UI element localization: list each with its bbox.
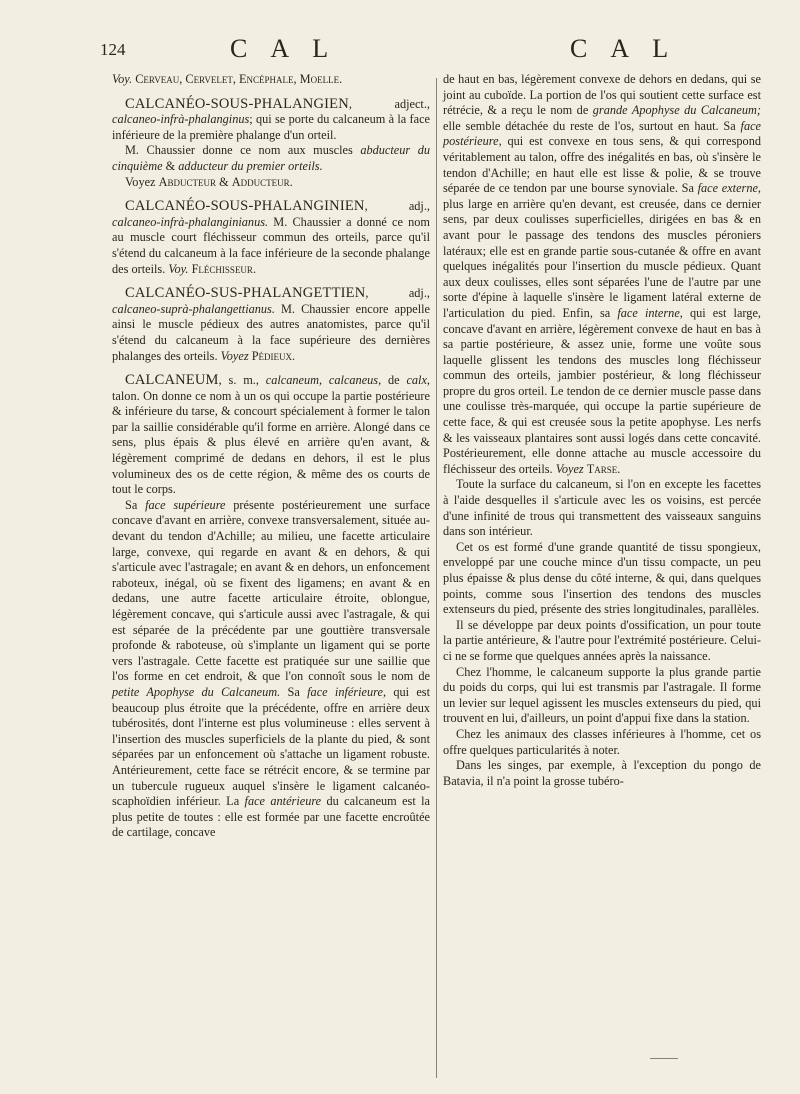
entry-calcaneo-sous-phalanginien: CALCANÉO-SOUS-PHALANGINIEN, adj., calcaneo-infrà-phalanginianus. M. Chaussier a donné ce nom au muscle court fléchisseur commun des orteils, parce qu'il s'étend du calcaneum à la face inférieure de la seconde phalange des orteils. Voy. Fléchisseur. <box>112 198 430 276</box>
paragraph: Il se développe par deux points d'ossification, un pour toute la partie antérieure, & l'autre pour l'extrémité postérieure. Celui-ci ne se forme que quelques années après la naissance. <box>443 617 761 663</box>
paragraph: de haut en bas, légèrement convexe de dehors en dedans, qui se joint au cuboïde. La portion de l'os qui soutient cette surface est rétrécie, & a reçu le nom de grande Apophyse du Calcaneum; elle semble détachée du reste de l'os, surtout en haut. Sa face postérieure, qui est convexe en tous sens, & qui correspond véritablement au talon, offre des inégalités en bas, où s'insère le tendon d'Achille; en haut elle est lisse & polie, & se trouve séparée de ce tendon par une bourse synoviale. Sa face externe, plus large en arrière qu'en devant, est creusée, dans ce dernier sens, par deux coulisses superficielles, dirigées en bas & en avant pour le passage des tendons des muscles péroniers latéraux; elle est en grande partie sous-cutanée & offre en avant quelques inégalités pour l'insertion du muscle pédieux. Quant aux deux coulisses, elles sont séparées l'une de l'autre par une sorte d'épine à laquelle s'insère le ligament latéral externe de l'articulation du pied. Enfin, sa face interne, qui est large, concave d'avant en arrière, légèrement convexe de haut en bas à sa partie postérieure, & assez unie, forme une voûte sous laquelle glissent les tendons des muscles long fléchisseur commun des orteils, jambier postérieur, & long fléchisseur propre du gros orteil. Le tendon de ce dernier muscle passe dans une coulisse très-marquée, qui occupe la partie supérieure de cette face, & qui est creusée sous la petite apophyse. Les nerfs & les vaisseaux plantaires sont aussi logés dans cette concavité. Postérieurement, elle donne attache au muscle accessoire du fléchisseur des orteils. Voyez Tarse. <box>443 72 762 476</box>
page-header <box>100 34 740 74</box>
paragraph: Dans les singes, par exemple, à l'exception du pongo de Batavia, il n'a point la grosse tubéro- <box>443 758 761 788</box>
entry-calcaneum: CALCANEUM, s. m., calcaneum, calcaneus, de calx, talon. On donne ce nom à un os qui occupe la partie postérieure & inférieure du tarse, & concourt spécialement à former le talon par la saillie considérable qu'il forme en arrière. Alongé dans ce sens, plus épais & plus élevé en arrière qu'en avant, & légèrement comprimé de dedans en dehors, il est le plus volumineux des os de cette région, & même des os courts de tout le corps. <box>112 372 430 497</box>
running-head-left: C A L <box>230 34 338 63</box>
paragraph: Cet os est formé d'une grande quantité de tissu spongieux, enveloppé par une couche mince d'un tissu compacte, un peu plus épaisse & plus dense du côté interne, & qui, dans quelques points, comme sous l'insertion des tendons des muscles extenseurs du pied, présente des stries longitudinales, parallèles. <box>443 539 761 617</box>
entry-calcaneo-sous-phalangien: CALCANÉO-SOUS-PHALANGIEN, adject., calcaneo-infrà-phalanginus; qui se porte du calcaneum à la face inférieure de la première phalange d'un orteil. <box>112 95 430 142</box>
headword: CALCANÉO-SOUS-PHALANGIEN <box>125 95 349 112</box>
paragraph: M. Chaussier donne ce nom aux muscles abducteur du cinquième & adducteur du premier orteils. <box>112 143 431 173</box>
ornament-rule <box>650 1058 678 1059</box>
paragraph: Voyez Abducteur & Adducteur. <box>125 174 293 189</box>
headword: CALCANÉO-SUS-PHALANGETTIEN <box>125 285 366 302</box>
column-divider <box>436 78 437 1078</box>
running-head-right: C A L <box>570 34 678 63</box>
right-column <box>443 72 761 789</box>
page-number: 124 <box>100 40 126 59</box>
entry-calcaneo-sus-phalangettien: CALCANÉO-SUS-PHALANGETTIEN, adj., calcaneo-suprà-phalangettianus. M. Chaussier encore appelle ainsi le muscle pédieux des autres anatomistes, parce qu'il s'étend du calcaneum à la face supérieure des dernières phalanges des orteils. Voyez Pédieux. <box>112 285 430 363</box>
paragraph: Chez l'homme, le calcaneum supporte la plus grande partie du poids du corps, qui lui est transmis par l'astragale. Il forme un levier sur lequel agissent les muscles extenseurs du pied, qui trouvent en lui, d'ailleurs, un point d'appui fixe dans la station. <box>443 664 761 726</box>
paragraph: Sa face supérieure présente postérieurement une surface concave d'avant en arrière, convexe transversalement, située au-devant du tendon d'Achille; au milieu, une facette articulaire large, convexe, qui regarde en avant & en dehors, & qui s'articule avec l'astragale; en avant & en dehors, un enfoncement raboteux, inégal, où se fixent des ligamens; en avant & en dedans, une autre facette articulaire étroite, oblongue, légèrement concave, qui s'articule aussi avec l'astragale, & qui est séparée de la précédente par une gouttière transversale profonde & raboteuse, où s'implante un ligament qui se porte vers l'astragale. Cette facette est pratiquée sur une saillie que l'os forme en cet endroit, & que l'on connoît sous le nom de petite Apophyse du Calcaneum. Sa face inférieure, qui est beaucoup plus étroite que la précédente, offre en arrière deux tubérosités, dont l'interne est plus volumineuse : elles servent à l'insertion des muscles superficiels de la plante du pied, & sont séparées par un enfoncement où s'attache un ligament robuste. Antérieurement, cette face se rétrécit encore, & se termine par un tubercule rugueux auquel s'insère le ligament calcanéo-scaphoïdien inférieur. La face antérieure du calcaneum est la plus petite de toutes : elle est formée par une facette encroûtée de cartilage, concave <box>112 497 431 840</box>
headword: CALCANÉO-SOUS-PHALANGINIEN <box>125 198 365 215</box>
paragraph: Toute la surface du calcaneum, si l'on en excepte les facettes à l'aide desquelles il s'articule avec les os voisins, est percée d'une infinité de trous qui transmettent des vaisseaux sanguins dans son intérieur. <box>443 477 761 539</box>
entry-cross-reference: Voy. Cerveau, Cervelet, Encéphale, Moelle. <box>112 72 343 86</box>
headword: CALCANEUM <box>125 372 219 389</box>
left-column <box>112 72 430 841</box>
paragraph: Chez les animaux des classes inférieures à l'homme, cet os offre quelques particularités à noter. <box>443 726 761 757</box>
